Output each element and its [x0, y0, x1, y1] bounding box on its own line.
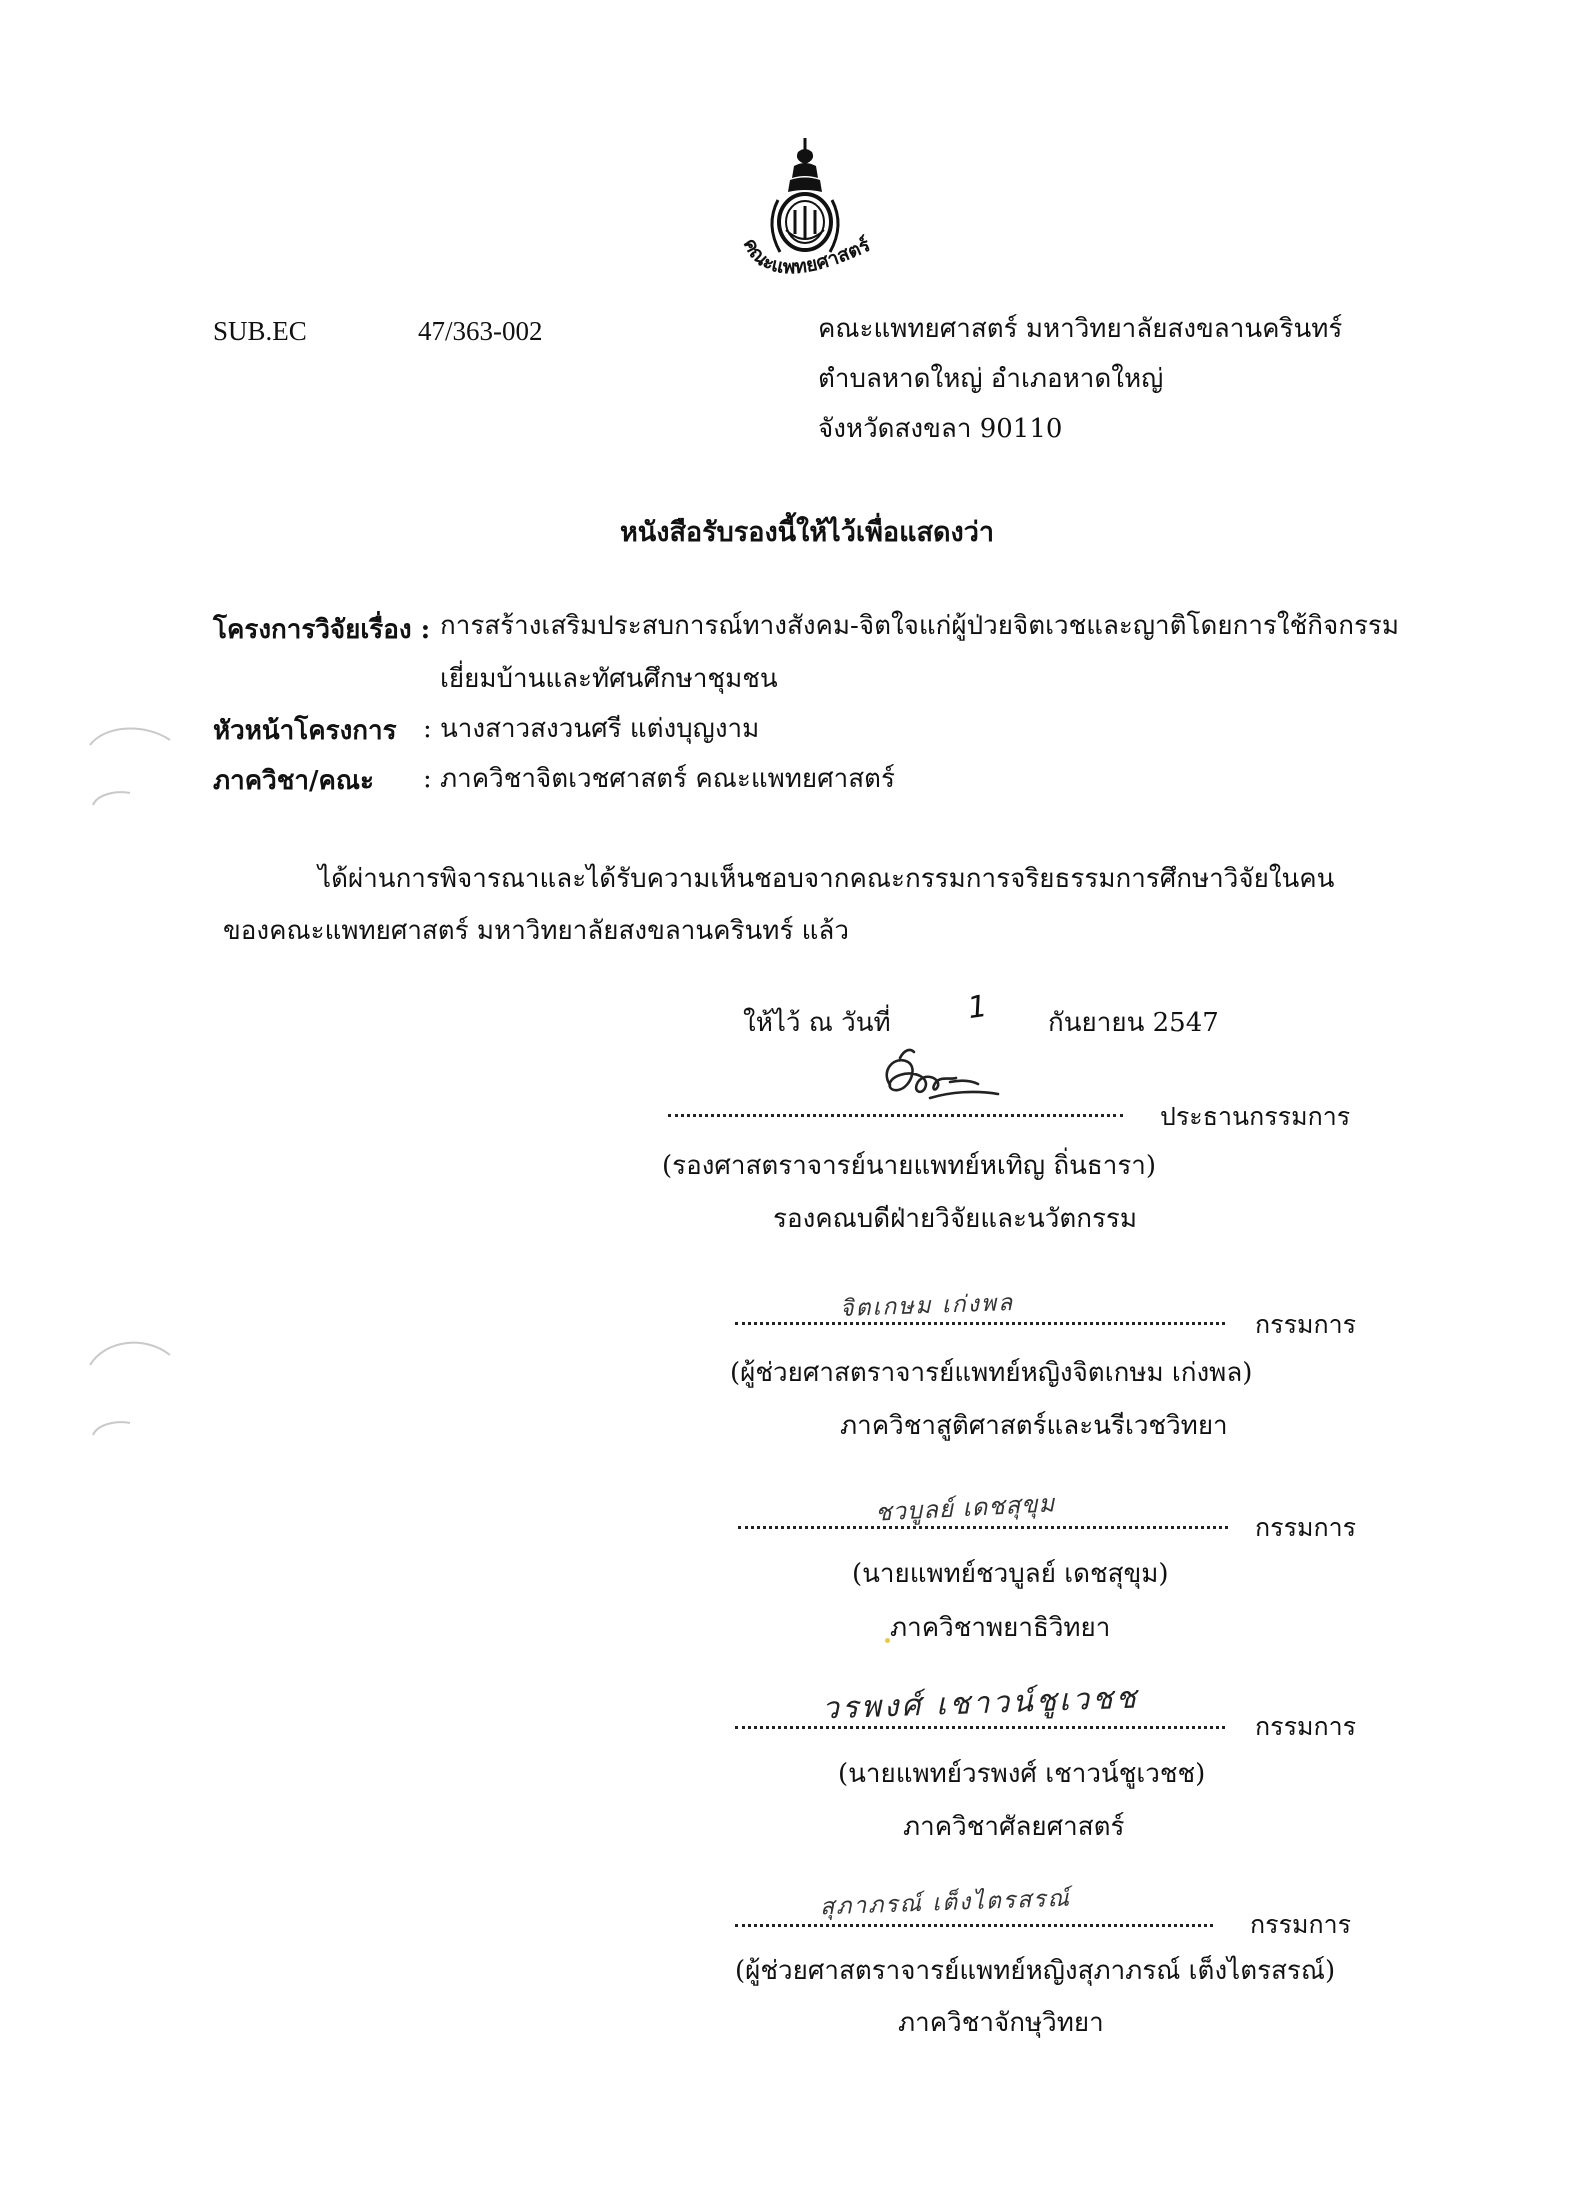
faculty-crest-seal	[720, 130, 890, 310]
date-month-year: กันยายน 2547	[1048, 1008, 1219, 1038]
signature-dotted-line	[668, 1114, 1123, 1117]
signature-line-member-2	[738, 1500, 1238, 1544]
project-title-line-2: เยี่ยมบ้านและทัศนศึกษาชุมชน	[440, 664, 778, 694]
signature-dotted-line	[735, 1726, 1225, 1729]
head-value: : นางสาวสงวนศรี แต่งบุญงาม	[423, 714, 760, 744]
signature-member-4: สุภาภรณ์ เต็งไตรสรณ์	[819, 1885, 1072, 1921]
signature-member-3: วรพงศ์ เชาวน์ชูเวชช	[821, 1680, 1140, 1727]
address-line-3: จังหวัดสงขลา 90110	[818, 414, 1063, 444]
dept-chairman: รองคณบดีฝ่ายวิจัยและนวัตกรรม	[773, 1204, 1138, 1234]
role-member-2: กรรมการ	[1255, 1513, 1357, 1542]
dept-member-1: ภาควิชาสูติศาสตร์และนรีเวชวิทยา	[840, 1411, 1228, 1441]
dept-member-3: ภาควิชาศัลยศาสตร์	[903, 1812, 1125, 1842]
dept-member-2: ภาควิชาพยาธิวิทยา	[890, 1613, 1111, 1643]
approval-statement-line-2: ของคณะแพทยศาสตร์ มหาวิทยาลัยสงขลานครินทร์ แล้ว	[223, 916, 849, 946]
role-member-1: กรรมการ	[1255, 1310, 1357, 1339]
project-title-line-1: การสร้างเสริมประสบการณ์ทางสังคม-จิตใจแก่ผู้ป่วยจิตเวชและญาติโดยการใช้กิจกรรม	[440, 611, 1400, 641]
head-label: หัวหน้าโครงการ	[213, 716, 397, 746]
signature-line-member-3	[735, 1700, 1235, 1744]
address-line-2: ตำบลหาดใหญ่ อำเภอหาดใหญ่	[818, 364, 1164, 394]
signature-member-1: จิตเกษม เก่งพล	[839, 1289, 1015, 1323]
name-member-4: (ผู้ช่วยศาสตราจารย์แพทย์หญิงสุภาภรณ์ เต็งไตรสรณ์)	[735, 1956, 1336, 1986]
signature-line-member-1	[735, 1296, 1235, 1340]
name-chairman: (รองศาสตราจารย์นายแพทย์หเทิญ ถิ่นธารา)	[662, 1151, 1157, 1181]
reference-number: 47/363-002	[418, 316, 543, 346]
role-chairman: ประธานกรรมการ	[1160, 1102, 1351, 1131]
department-value: : ภาควิชาจิตเวชศาสตร์ คณะแพทยศาสตร์	[423, 764, 895, 794]
project-label: โครงการวิจัยเรื่อง :	[213, 615, 431, 645]
name-member-3: (นายแพทย์วรพงศ์ เชาวน์ชูเวชช)	[838, 1759, 1206, 1789]
signature-dotted-line	[738, 1526, 1228, 1529]
role-member-3: กรรมการ	[1255, 1712, 1357, 1741]
signature-line-member-4	[735, 1898, 1225, 1942]
date-prefix: ให้ไว้ ณ วันที่	[743, 1008, 891, 1038]
scan-speck	[885, 1638, 890, 1643]
date-day-handwritten: 1	[965, 988, 990, 1027]
name-member-2: (นายแพทย์ชวบูลย์ เดชสุขุม)	[852, 1559, 1169, 1589]
address-line-1: คณะแพทยศาสตร์ มหาวิทยาลัยสงขลานครินทร์	[818, 314, 1343, 344]
punch-hole-mark-bottom	[85, 1325, 185, 1465]
svg-text:คณะแพทยศาสตร์	[739, 234, 875, 279]
certificate-title: หนังสือรับรองนี้ให้ไว้เพื่อแสดงว่า	[620, 517, 995, 548]
signature-member-2: ชวบูลย์ เดชสุขุม	[874, 1489, 1056, 1527]
punch-hole-mark-top	[85, 715, 185, 825]
dept-member-4: ภาควิชาจักษุวิทยา	[898, 2008, 1104, 2038]
reference-code: SUB.EC	[213, 316, 307, 346]
name-member-1: (ผู้ช่วยศาสตราจารย์แพทย์หญิงจิตเกษม เก่งพล)	[730, 1358, 1253, 1388]
role-member-4: กรรมการ	[1250, 1910, 1352, 1939]
crest-lettering: คณะแพทยศาสตร์	[738, 233, 874, 279]
department-label: ภาควิชา/คณะ	[213, 766, 374, 796]
signature-dotted-line	[735, 1322, 1225, 1325]
approval-statement-line-1: ได้ผ่านการพิจารณาและได้รับความเห็นชอบจากคณะกรรมการจริยธรรมการศึกษาวิจัยในคน	[318, 864, 1335, 894]
signature-line-chairman	[668, 1088, 1148, 1132]
signature-dotted-line	[735, 1924, 1213, 1927]
